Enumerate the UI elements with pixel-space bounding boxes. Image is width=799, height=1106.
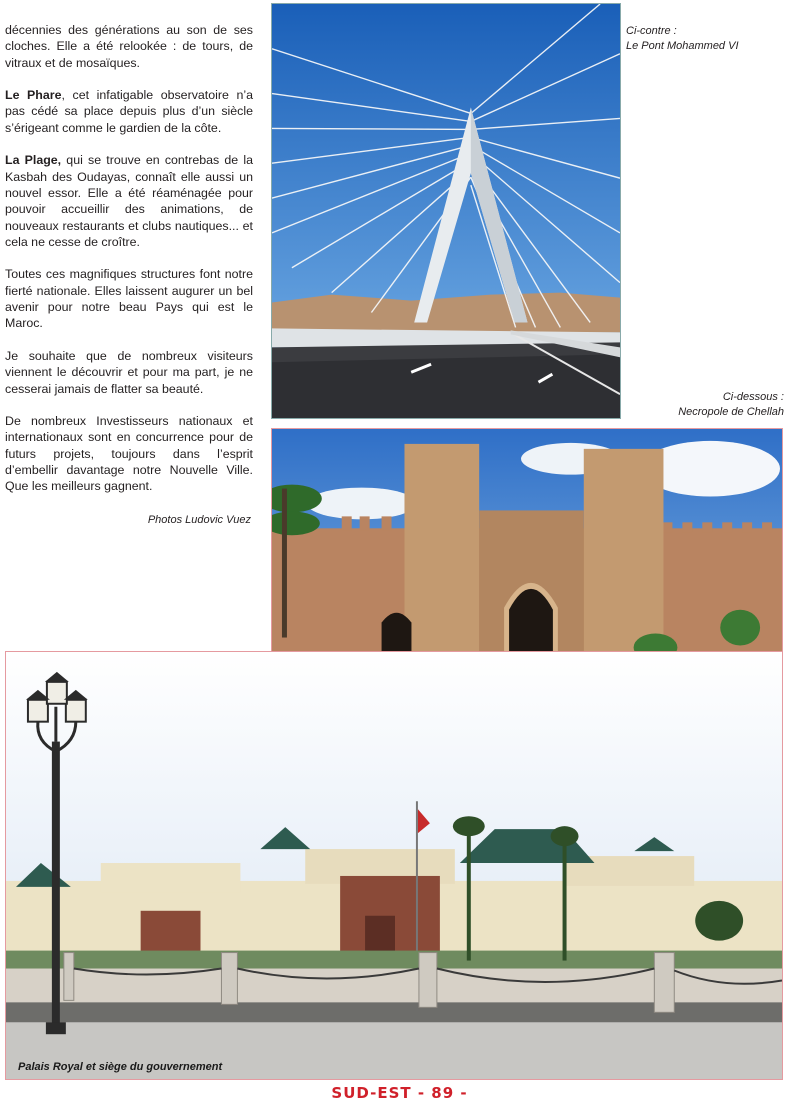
paragraph-4: Toutes ces magnifiques structures font notre fierté nationale. Elles laissent augurer un bel avenir pour notre beau Pays qui est le Maroc. [5, 267, 253, 331]
plage-heading: La Plage, [5, 153, 62, 168]
bridge-caption [626, 24, 739, 54]
bridge-caption-line1: Ci-contre : [626, 25, 677, 37]
bridge-photo [271, 3, 621, 419]
paragraph-6: De nombreux Investisseurs nationaux et internationaux sont en concurrence pour de futurs projets, toujours dans l’esprit d’embellir davantage notre Nouvelle Ville. Que les meilleurs gagnent. [5, 414, 253, 494]
chellah-caption-line1: Ci-dessous : [722, 391, 784, 403]
palace-photo [5, 651, 783, 1080]
palace-caption: Palais Royal et siège du gouvernement [18, 1061, 223, 1073]
bridge-caption-line2: Le Pont Mohammed VI [626, 40, 739, 52]
chellah-caption-line2: Necropole de Chellah [678, 406, 784, 418]
paragraph-1: décennies des générations au son de ses cloches. Elle a été relookée : de tours, de vitraux et de mosaïques. [5, 23, 253, 70]
chellah-caption [600, 390, 784, 420]
photo-credit: Photos Ludovic Vuez [147, 514, 251, 526]
phare-text: , cet infatigable observatoire n’a pas cédé sa place depuis plus d’un siècle s’érigeant comme le gardien de la côte. [5, 88, 253, 135]
phare-heading: Le Phare [5, 88, 62, 103]
plage-text: qui se trouve en contrebas de la Kasbah des Oudayas, connaît elle aussi un nouvel essor. Elle a été réaménagée pour pouvoir accueillir des animations, de nouveaux restaurants et clubs nautiques... et cela ne cesse de croître. [5, 153, 254, 249]
page-footer: SUD-EST - 89 - [331, 1084, 468, 1102]
paragraph-phare [5, 87, 253, 136]
article-text [5, 22, 253, 511]
paragraph-plage [5, 152, 253, 250]
paragraph-5: Je souhaite que de nombreux visiteurs viennent le découvrir et pour ma part, je ne cesserai jamais de flatter sa beauté. [5, 348, 253, 396]
